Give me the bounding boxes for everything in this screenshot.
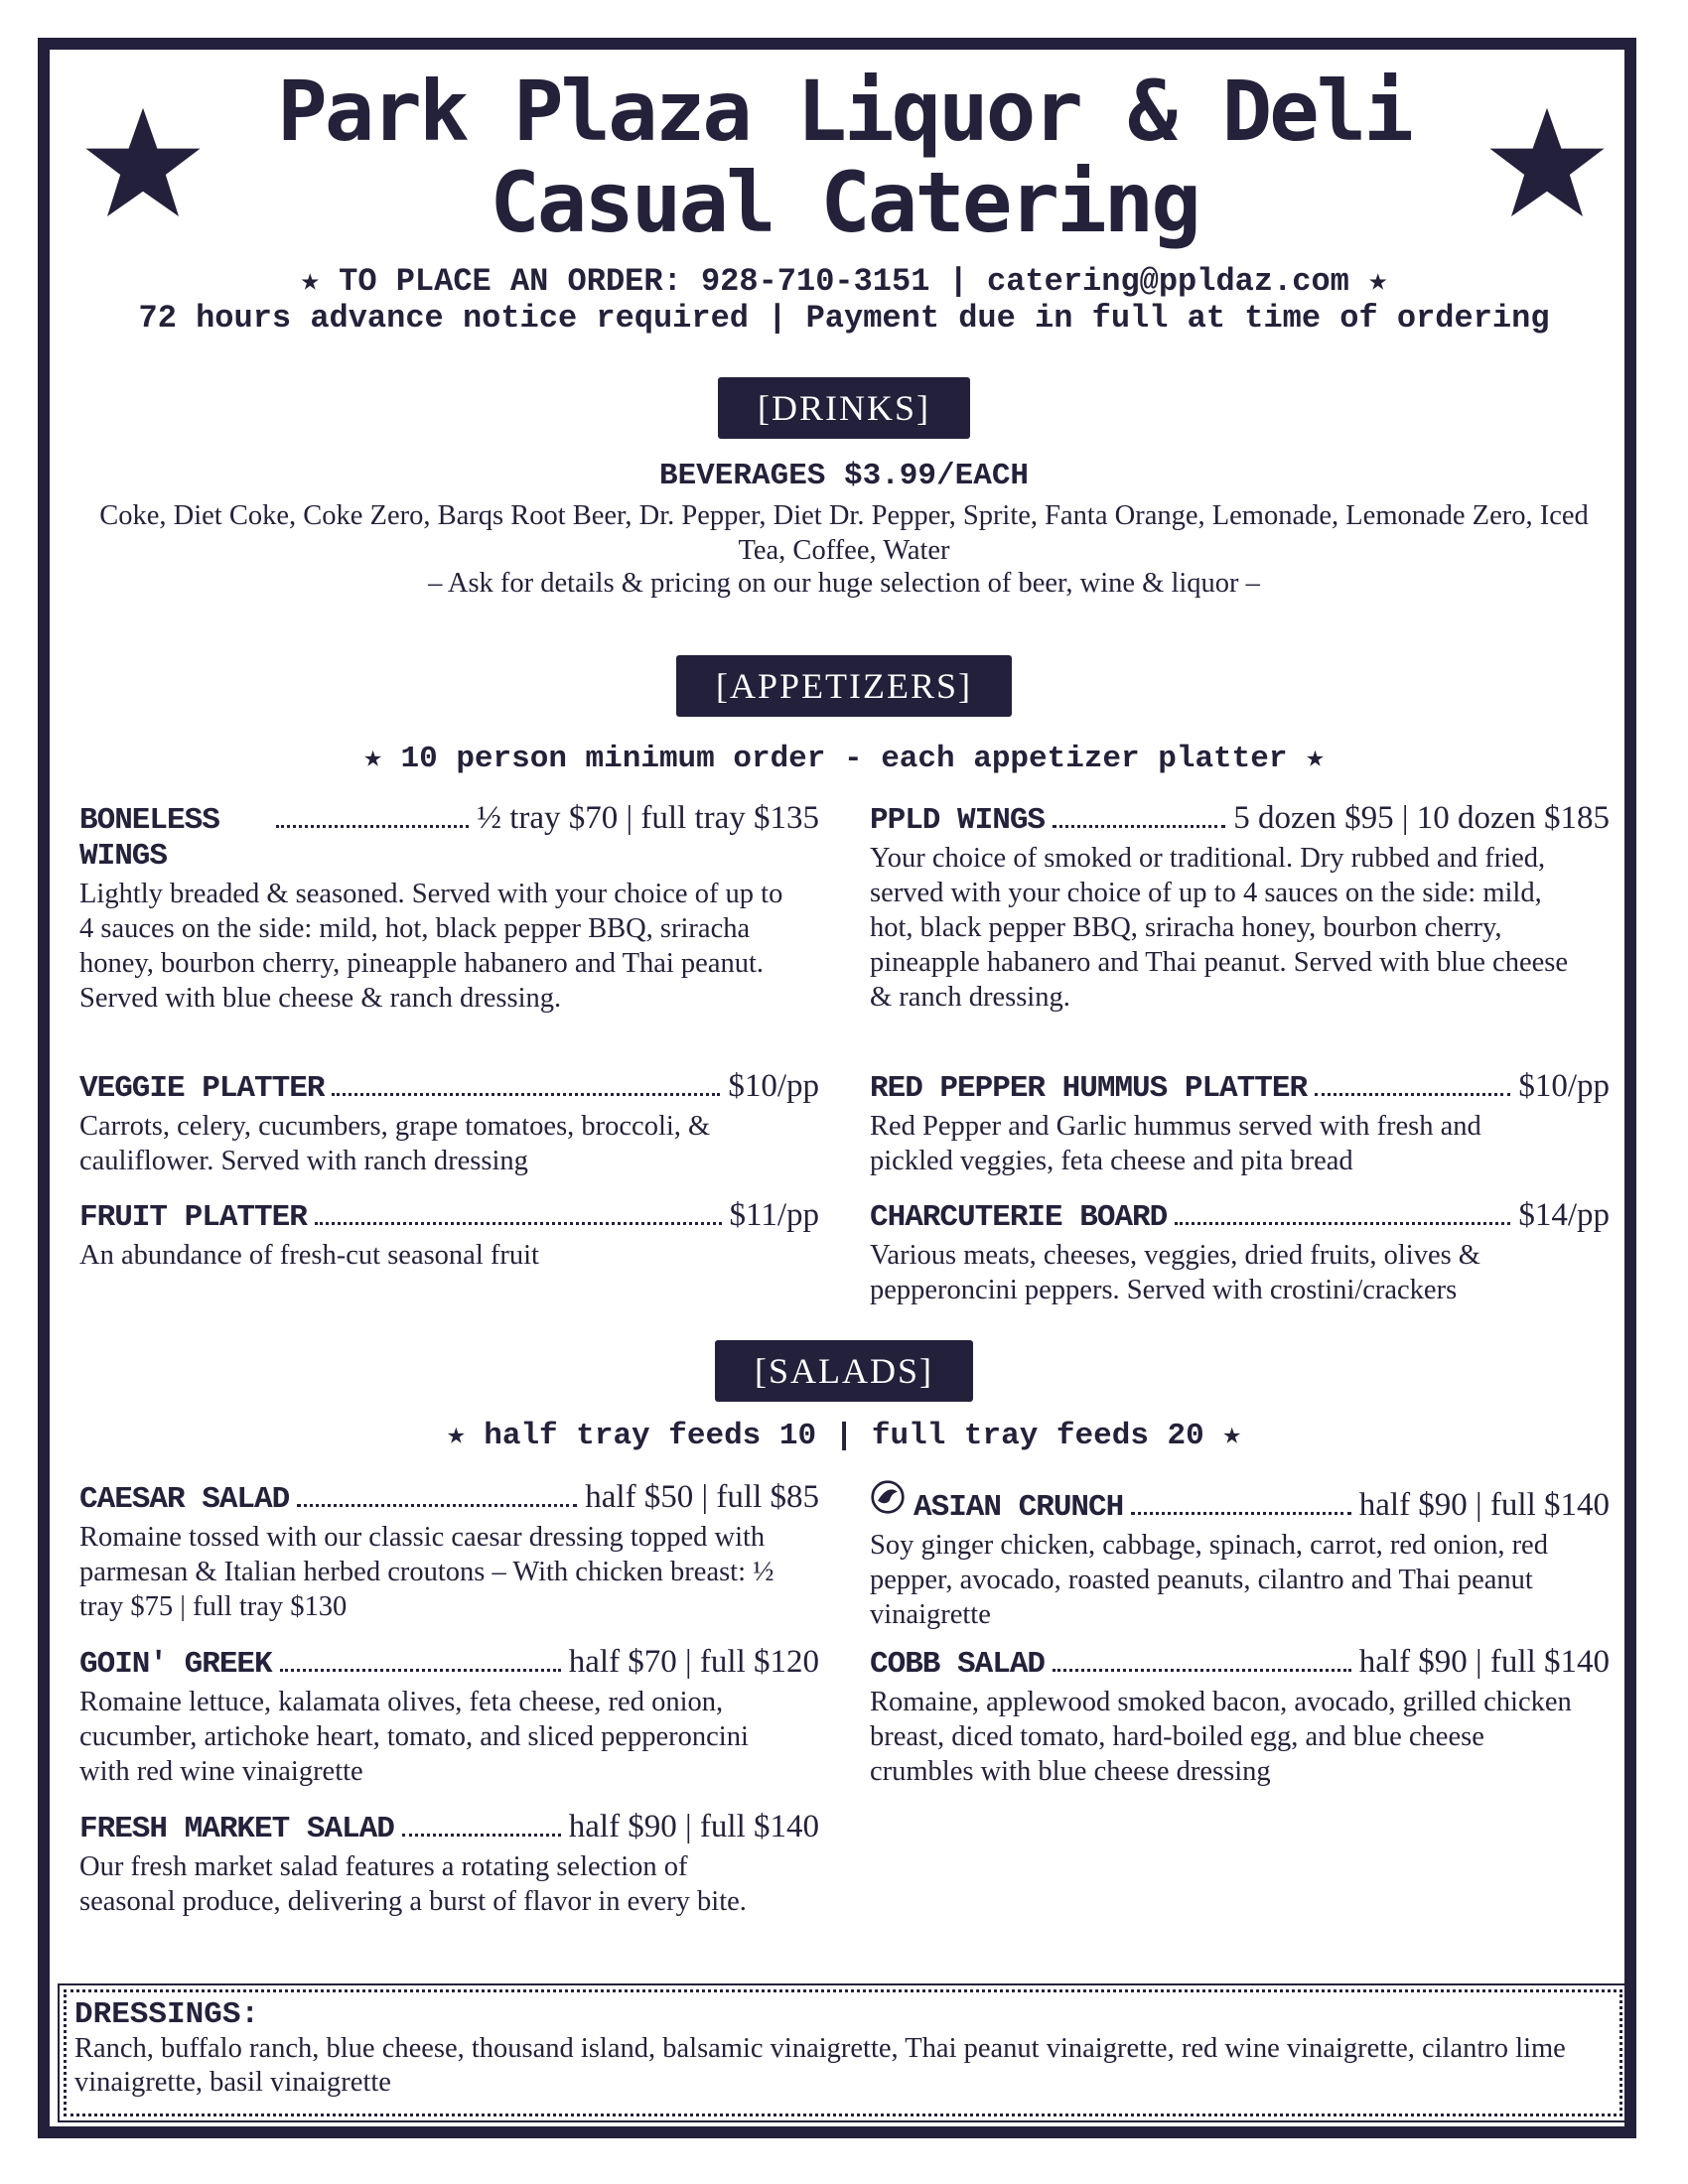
item-name: FRESH MARKET SALAD	[79, 1812, 394, 1846]
item-price: $11/pp	[729, 1197, 819, 1233]
leader-dots	[276, 825, 469, 828]
menu-item	[79, 1644, 819, 1789]
menu-item	[870, 1068, 1610, 1178]
item-price: half $90 | full $140	[1358, 1487, 1610, 1523]
drinks-note: – Ask for details & pricing on our huge selection of beer, wine & liquor –	[428, 568, 1260, 599]
item-description: Carrots, celery, cucumbers, grape tomatoes, broccoli, & cauliflower. Served with ranch dressing	[79, 1111, 711, 1176]
notice-line: 72 hours advance notice required | Payment due in full at time of ordering	[138, 300, 1550, 337]
leader-dots	[280, 1669, 561, 1672]
item-price: $10/pp	[728, 1068, 819, 1104]
leader-dots	[1315, 1093, 1510, 1096]
item-name: GOIN' GREEK	[79, 1647, 272, 1682]
item-price: $10/pp	[1518, 1068, 1610, 1104]
page-title-line2: Casual Catering	[490, 154, 1198, 251]
item-description: Lightly breaded & seasoned. Served with your choice of up to 4 sauces on the side: mild, hot, black pepper BBQ, sriracha honey, bourbon cherry, pineapple habanero and Thai peanut. Served with blue cheese & ranch dressing.	[79, 879, 783, 1014]
leader-dots	[297, 1504, 577, 1507]
leader-dots	[315, 1222, 722, 1225]
beverages-title: BEVERAGES $3.99/EACH	[658, 459, 1030, 493]
item-price: half $90 | full $140	[568, 1809, 819, 1844]
section-drinks-label	[0, 377, 1688, 439]
menu-item	[870, 800, 1610, 1015]
item-name: VEGGIE PLATTER	[79, 1071, 325, 1106]
item-name: BONELESS WINGS	[79, 803, 219, 874]
menu-item	[79, 1197, 819, 1273]
leader-dots	[1053, 825, 1225, 828]
item-description: Your choice of smoked or traditional. Dry rubbed and fried, served with your choice of up to 4 sauces on the side: mild, hot, black pepper BBQ, sriracha honey, bourbon cherry, pineapple habanero and Thai peanut. Served with blue cheese & ranch dressing.	[870, 843, 1568, 1013]
appetizers-note: ★ 10 person minimum order - each appetizer platter ★	[363, 742, 1325, 776]
item-description: Various meats, cheeses, veggies, dried fruits, olives & pepperoncini peppers. Served with crostini/crackers	[870, 1240, 1480, 1305]
item-price: half $50 | full $85	[585, 1479, 819, 1515]
menu-item	[870, 1479, 1610, 1632]
leader-dots	[1131, 1512, 1351, 1515]
item-description: Romaine, applewood smoked bacon, avocado, grilled chicken breast, diced tomato, hard-boiled egg, and blue cheese crumbles with blue cheese dressing	[870, 1687, 1572, 1787]
item-description: Romaine lettuce, kalamata olives, feta cheese, red onion, cucumber, artichoke heart, tomato, and sliced pepperoncini with red wine vinaigrette	[79, 1687, 749, 1787]
item-name: ASIAN CRUNCH	[914, 1490, 1124, 1525]
menu-item	[79, 800, 819, 1016]
menu-item	[870, 1197, 1610, 1307]
item-description: Red Pepper and Garlic hummus served with fresh and pickled veggies, feta cheese and pita bread	[870, 1111, 1481, 1176]
page-title-line1: Park Plaza Liquor & Deli	[277, 63, 1411, 160]
item-price: ½ tray $70 | full tray $135	[477, 800, 819, 836]
drinks-heading: [DRINKS]	[718, 377, 970, 439]
item-name: CHARCUTERIE BOARD	[870, 1200, 1168, 1235]
leader-dots	[332, 1093, 720, 1096]
menu-item	[79, 1068, 819, 1178]
menu-item	[79, 1809, 819, 1919]
item-name: CAESAR SALAD	[79, 1482, 290, 1517]
section-salads-label	[0, 1340, 1688, 1402]
item-price: $14/pp	[1518, 1197, 1610, 1233]
item-description: Soy ginger chicken, cabbage, spinach, carrot, red onion, red pepper, avocado, roasted peanuts, cilantro and Thai peanut vinaigrette	[870, 1530, 1548, 1630]
leader-dots	[1175, 1222, 1510, 1225]
salads-note: ★ half tray feeds 10 | full tray feeds 20 ★	[446, 1419, 1242, 1453]
dressings-box	[64, 1989, 1622, 2116]
section-appetizers-label	[0, 655, 1688, 717]
appetizers-heading: [APPETIZERS]	[676, 655, 1012, 717]
item-price: 5 dozen $95 | 10 dozen $185	[1233, 800, 1610, 836]
item-description: An abundance of fresh-cut seasonal fruit	[79, 1240, 539, 1271]
item-price: half $90 | full $140	[1358, 1644, 1610, 1680]
leader-dots	[1053, 1669, 1351, 1672]
item-name: COBB SALAD	[870, 1647, 1046, 1682]
specialty-badge-icon	[870, 1479, 906, 1515]
item-name: FRUIT PLATTER	[79, 1200, 307, 1235]
item-description: Our fresh market salad features a rotating selection of seasonal produce, delivering a burst of flavor in every bite.	[79, 1851, 747, 1917]
salads-heading: [SALADS]	[715, 1340, 973, 1402]
dressings-title: DRESSINGS:	[74, 1997, 260, 2032]
menu-item	[870, 1644, 1610, 1789]
item-name: PPLD WINGS	[870, 803, 1046, 838]
beverages-list: Coke, Diet Coke, Coke Zero, Barqs Root Beer, Dr. Pepper, Diet Dr. Pepper, Sprite, Fanta Orange, Lemonade, Lemonade Zero, Iced Tea, Coffee, Water	[99, 500, 1589, 566]
item-description: Romaine tossed with our classic caesar dressing topped with parmesan & Italian herbed croutons – With chicken breast: ½ tray $75 | full tray $130	[79, 1522, 774, 1622]
order-contact-line: ★ TO PLACE AN ORDER: 928-710-3151 | catering@ppldaz.com ★	[300, 263, 1388, 300]
menu-item	[79, 1479, 819, 1624]
leader-dots	[402, 1834, 561, 1837]
item-name: RED PEPPER HUMMUS PLATTER	[870, 1071, 1308, 1106]
item-price: half $70 | full $120	[568, 1644, 819, 1680]
dressings-list: Ranch, buffalo ranch, blue cheese, thousand island, balsamic vinaigrette, Thai peanut vinaigrette, red wine vinaigrette, cilantro lime vinaigrette, basil vinaigrette	[74, 2033, 1566, 2098]
